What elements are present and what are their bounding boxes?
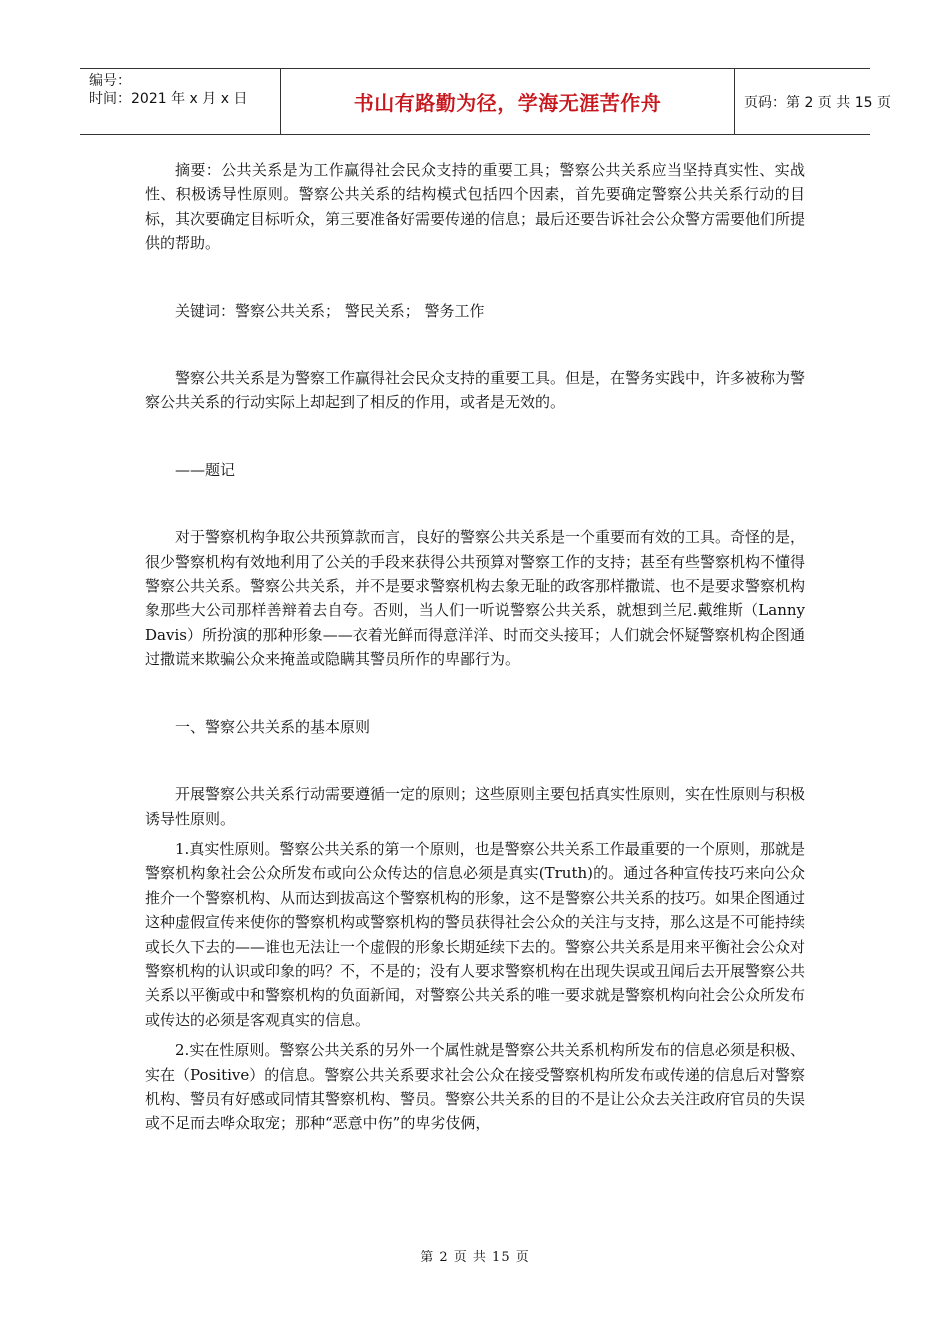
document-number-label: 编号： <box>89 73 131 89</box>
keywords-paragraph: 关键词：警察公共关系； 警民关系； 警务工作 <box>175 301 485 320</box>
section-heading-1: 一、警察公共关系的基本原则 <box>175 717 371 736</box>
body-paragraph-2: 开展警察公共关系行动需要遵循一定的原则；这些原则主要包括真实性原则，实在性原则与积极诱导性原则。 <box>145 785 806 828</box>
body-paragraph-1: 对于警察机构争取公共预算款而言，良好的警察公共关系是一个重要而有效的工具。奇怪的是，很少警察机构有效地利用了公关的手段来获得公共预算对警察工作的支持；甚至有些警察机构不懂得警察公共关系。警察公共关系，并不是要求警察机构去象无耻的政客那样撒谎、也不是要求警察机构象那些大公司那样善辩着去自夸。否则，当人们一听说警察公共关系，就想到兰尼.戴维斯（Lanny Davis）所扮演的那种形象——衣着光鲜而得意洋洋、时而交头接耳；人们就会怀疑警察机构企图通过撒谎来欺骗公众来掩盖或隐瞒其警员所作的卑鄙行为。 <box>145 528 806 669</box>
principle-positive-paragraph: 2.实在性原则。警察公共关系的另外一个属性就是警察公共关系机构所发布的信息必须是积极、实在（Positive）的信息。警察公共关系要求社会公众在接受警察机构所发布或传递的信息后对警察机构、警员有好感或同情其警察机构、警员。警察公共关系的目的不是让公众去关注政府官员的失误或不足而去哗众取宠；那种“恶意中伤”的卑劣伎俩， <box>145 1041 806 1133</box>
principle-truth-paragraph: 1.真实性原则。警察公共关系的第一个原则，也是警察公共关系工作最重要的一个原则，那就是警察机构象社会公众所发布或向公众传达的信息必须是真实(Truth)的。通过各种宣传技巧来向公众推介一个警察机构、从而达到拔高这个警察机构的形象，这不是警察公共关系的技巧。如果企图通过这种虚假宣传来使你的警察机构或警察机构的警员获得社会公众的关注与支持，那么这是不可能持续或长久下去的——谁也无法让一个虚假的形象长期延续下去的。警察公共关系是用来平衡社会公众对警察机构的认识或印象的吗？不，不是的；没有人要求警察机构在出现失误或丑闻后去开展警察公共关系以平衡或中和警察机构的负面新闻，对警察公共关系的唯一要求就是警察机构向社会公众所发布或传达的必须是客观真实的信息。 <box>145 839 806 1029</box>
document-body <box>145 150 805 1136</box>
document-time-label: 时间：2021 年 x 月 x 日 <box>89 91 248 107</box>
header-table <box>80 68 891 135</box>
epigraph: ——题记 <box>175 460 236 479</box>
header-motto: 书山有路勤为径，学海无涯苦作舟 <box>281 69 735 134</box>
abstract-paragraph: 摘要：公共关系是为工作赢得社会民众支持的重要工具；警察公共关系应当坚持真实性、实战性、积极诱导性原则。警察公共关系的结构模式包括四个因素，首先要确定警察公共关系行动的目标，其次要确定目标听众，第三要准备好需要传递的信息；最后还要告诉社会公众警方需要他们所提供的帮助。 <box>145 161 806 253</box>
header-meta-cell <box>80 69 281 134</box>
page-footer: 第 2 页 共 15 页 <box>420 1250 530 1265</box>
intro-paragraph: 警察公共关系是为警察工作赢得社会民众支持的重要工具。但是，在警务实践中，许多被称为警察公共关系的行动实际上却起到了相反的作用，或者是无效的。 <box>145 369 806 412</box>
header-page-info: 页码：第 2 页 共 15 页 <box>744 94 891 111</box>
